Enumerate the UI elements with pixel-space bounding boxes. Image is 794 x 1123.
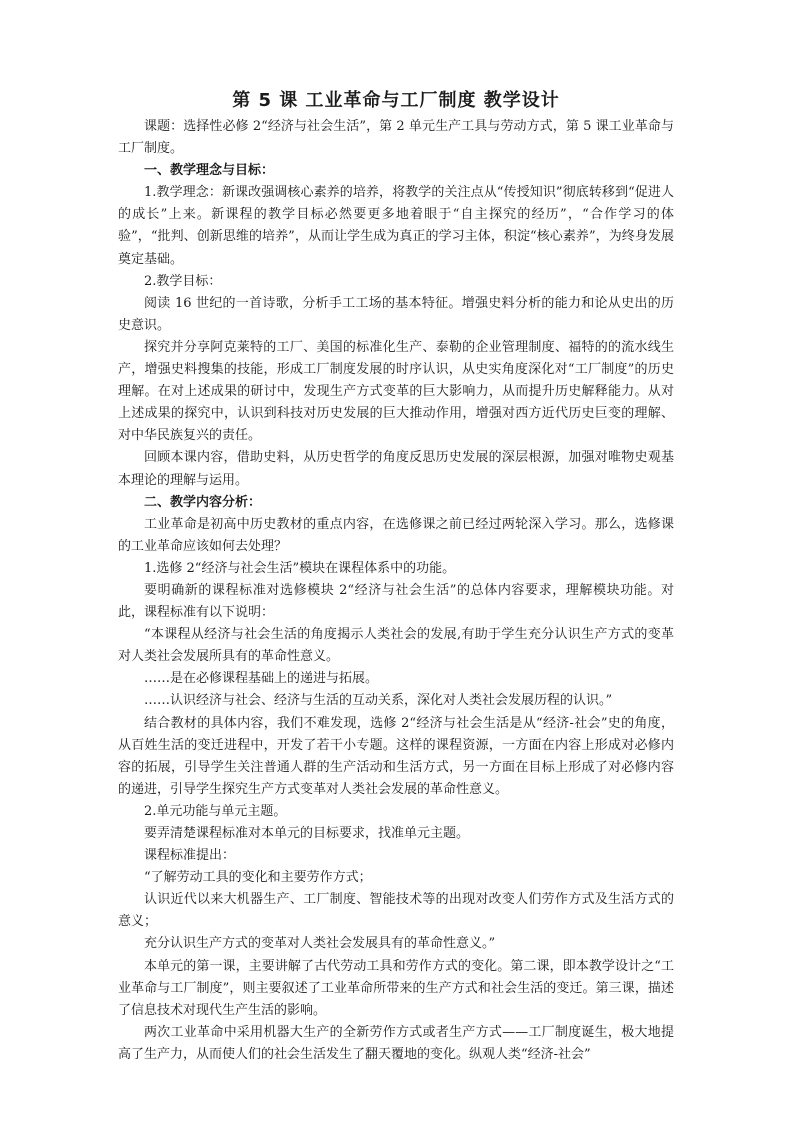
goal-paragraph-2: 探究并分享阿克莱特的工厂、美国的标准化生产、泰勒的企业管理制度、福特的的流水线生产，增强史料搜集的技能，形成工厂制度发展的时序认识，从史实角度深化对“工厂制度”的历史理解。在对上述成果的研讨中，发现生产方式变革的巨大影响力，从而提升历史解释能力。从对上述成果的探究中，认识到科技对历史发展的巨大推动作用，增强对西方近代历史巨变的理解、对中华民族复兴的责任。 <box>118 339 674 444</box>
goal-paragraph-1: 阅读 16 世纪的一首诗歌，分析手工工场的基本特征。增强史料分析的能力和论从史出的历史意识。 <box>118 295 674 333</box>
unit-lessons-paragraph: 本单元的第一课，主要讲解了古代劳动工具和劳作方式的变化。第二课，即本教学设计之“工业革命与工厂制度”，则主要叙述了工业革命所带来的生产方式和社会生活的变迁。第三课，描述了信息技术对现代生产生活的影响。 <box>118 958 674 1018</box>
standard-proposes-label: 课程标准提出： <box>144 848 236 864</box>
teaching-philosophy-paragraph: 1.教学理念：新课改强调核心素养的培养，将教学的关注点从“传授知识”彻底转移到“促进人的成长”上来。新课程的教学目标必然要更多地着眼于“自主探究的经历”，“合作学习的体验”，“批判、创新思维的培养”，从而让学生成为真正的学习主体，积淀“核心素养”，为终身发展奠定基础。 <box>118 185 674 267</box>
teaching-goals-label: 2.教学目标： <box>144 273 222 289</box>
industrial-revolution-paragraph: 两次工业革命中采用机器大生产的全新劳作方式或者生产方式——工厂制度诞生，极大地提高了生产力，从而使人们的社会生活发生了翻天覆地的变化。纵观人类“经济-社会” <box>118 1024 674 1062</box>
standard-quote-paragraph-3: ……认识经济与社会、经济与生活的互动关系，深化对人类社会发展历程的认识。” <box>144 693 613 709</box>
textbook-analysis-paragraph: 结合教材的具体内容，我们不难发现，选修 2“经济与社会生活是从“经济-社会”史的角度，从百姓生活的变迁进程中，开发了若干小专题。这样的课程资源，一方面在内容上形成对必修内容的拓展，引导学生关注普通人群的生产活动和生活方式，另一方面在目标上形成了对必修内容的递进，引导学生探究生产方式变革对人类社会发展的革命性意义。 <box>118 715 674 797</box>
page-title: 第 5 课 工业革命与工厂制度 教学设计 <box>232 90 560 111</box>
lesson-topic-paragraph: 课题：选择性必修 2“经济与社会生活”，第 2 单元生产工具与劳动方式，第 5 课工业革命与工厂制度。 <box>118 119 674 157</box>
standard-quote-paragraph-2: ……是在必修课程基础上的递进与拓展。 <box>144 671 379 687</box>
unit-standard-quote-2: 认识近代以来大机器生产、工厂制度、智能技术等的出现对改变人们劳作方式及生活方式的意义； <box>118 892 674 930</box>
module-requirement-paragraph: 要明确新的课程标准对选修模块 2“经济与社会生活”的总体内容要求，理解模块功能。对此，课程标准有以下说明： <box>118 582 674 621</box>
unit-function-label: 2.单元功能与单元主题。 <box>144 803 287 819</box>
standard-quote-paragraph-1: “本课程从经济与社会生活的角度揭示人类社会的发展,有助于学生充分认识生产方式的变革对人类社会发展所具有的革命性意义。 <box>118 627 674 665</box>
section-heading-teaching-philosophy: 一、教学理念与目标： <box>144 163 275 179</box>
content-analysis-intro: 工业革命是初高中历史教材的重点内容，在选修课之前已经过两轮深入学习。那么，选修课的工业革命应该如何去处理？ <box>118 516 674 554</box>
unit-goal-paragraph: 要弄清楚课程标准对本单元的目标要求，找准单元主题。 <box>144 826 470 841</box>
unit-standard-quote-1: “了解劳动工具的变化和主要劳作方式； <box>144 870 372 886</box>
goal-paragraph-3: 回顾本课内容，借助史料，从历史哲学的角度反思历史发展的深层根源，加强对唯物史观基本理论的理解与运用。 <box>118 450 674 488</box>
section-heading-content-analysis: 二、教学内容分析： <box>144 494 262 510</box>
unit-standard-quote-3: 充分认识生产方式的变革对人类社会发展具有的革命性意义。” <box>144 936 496 952</box>
document-page <box>118 88 674 1066</box>
module-function-label: 1.选修 2“经济与社会生活”模块在课程体系中的功能。 <box>144 560 456 576</box>
